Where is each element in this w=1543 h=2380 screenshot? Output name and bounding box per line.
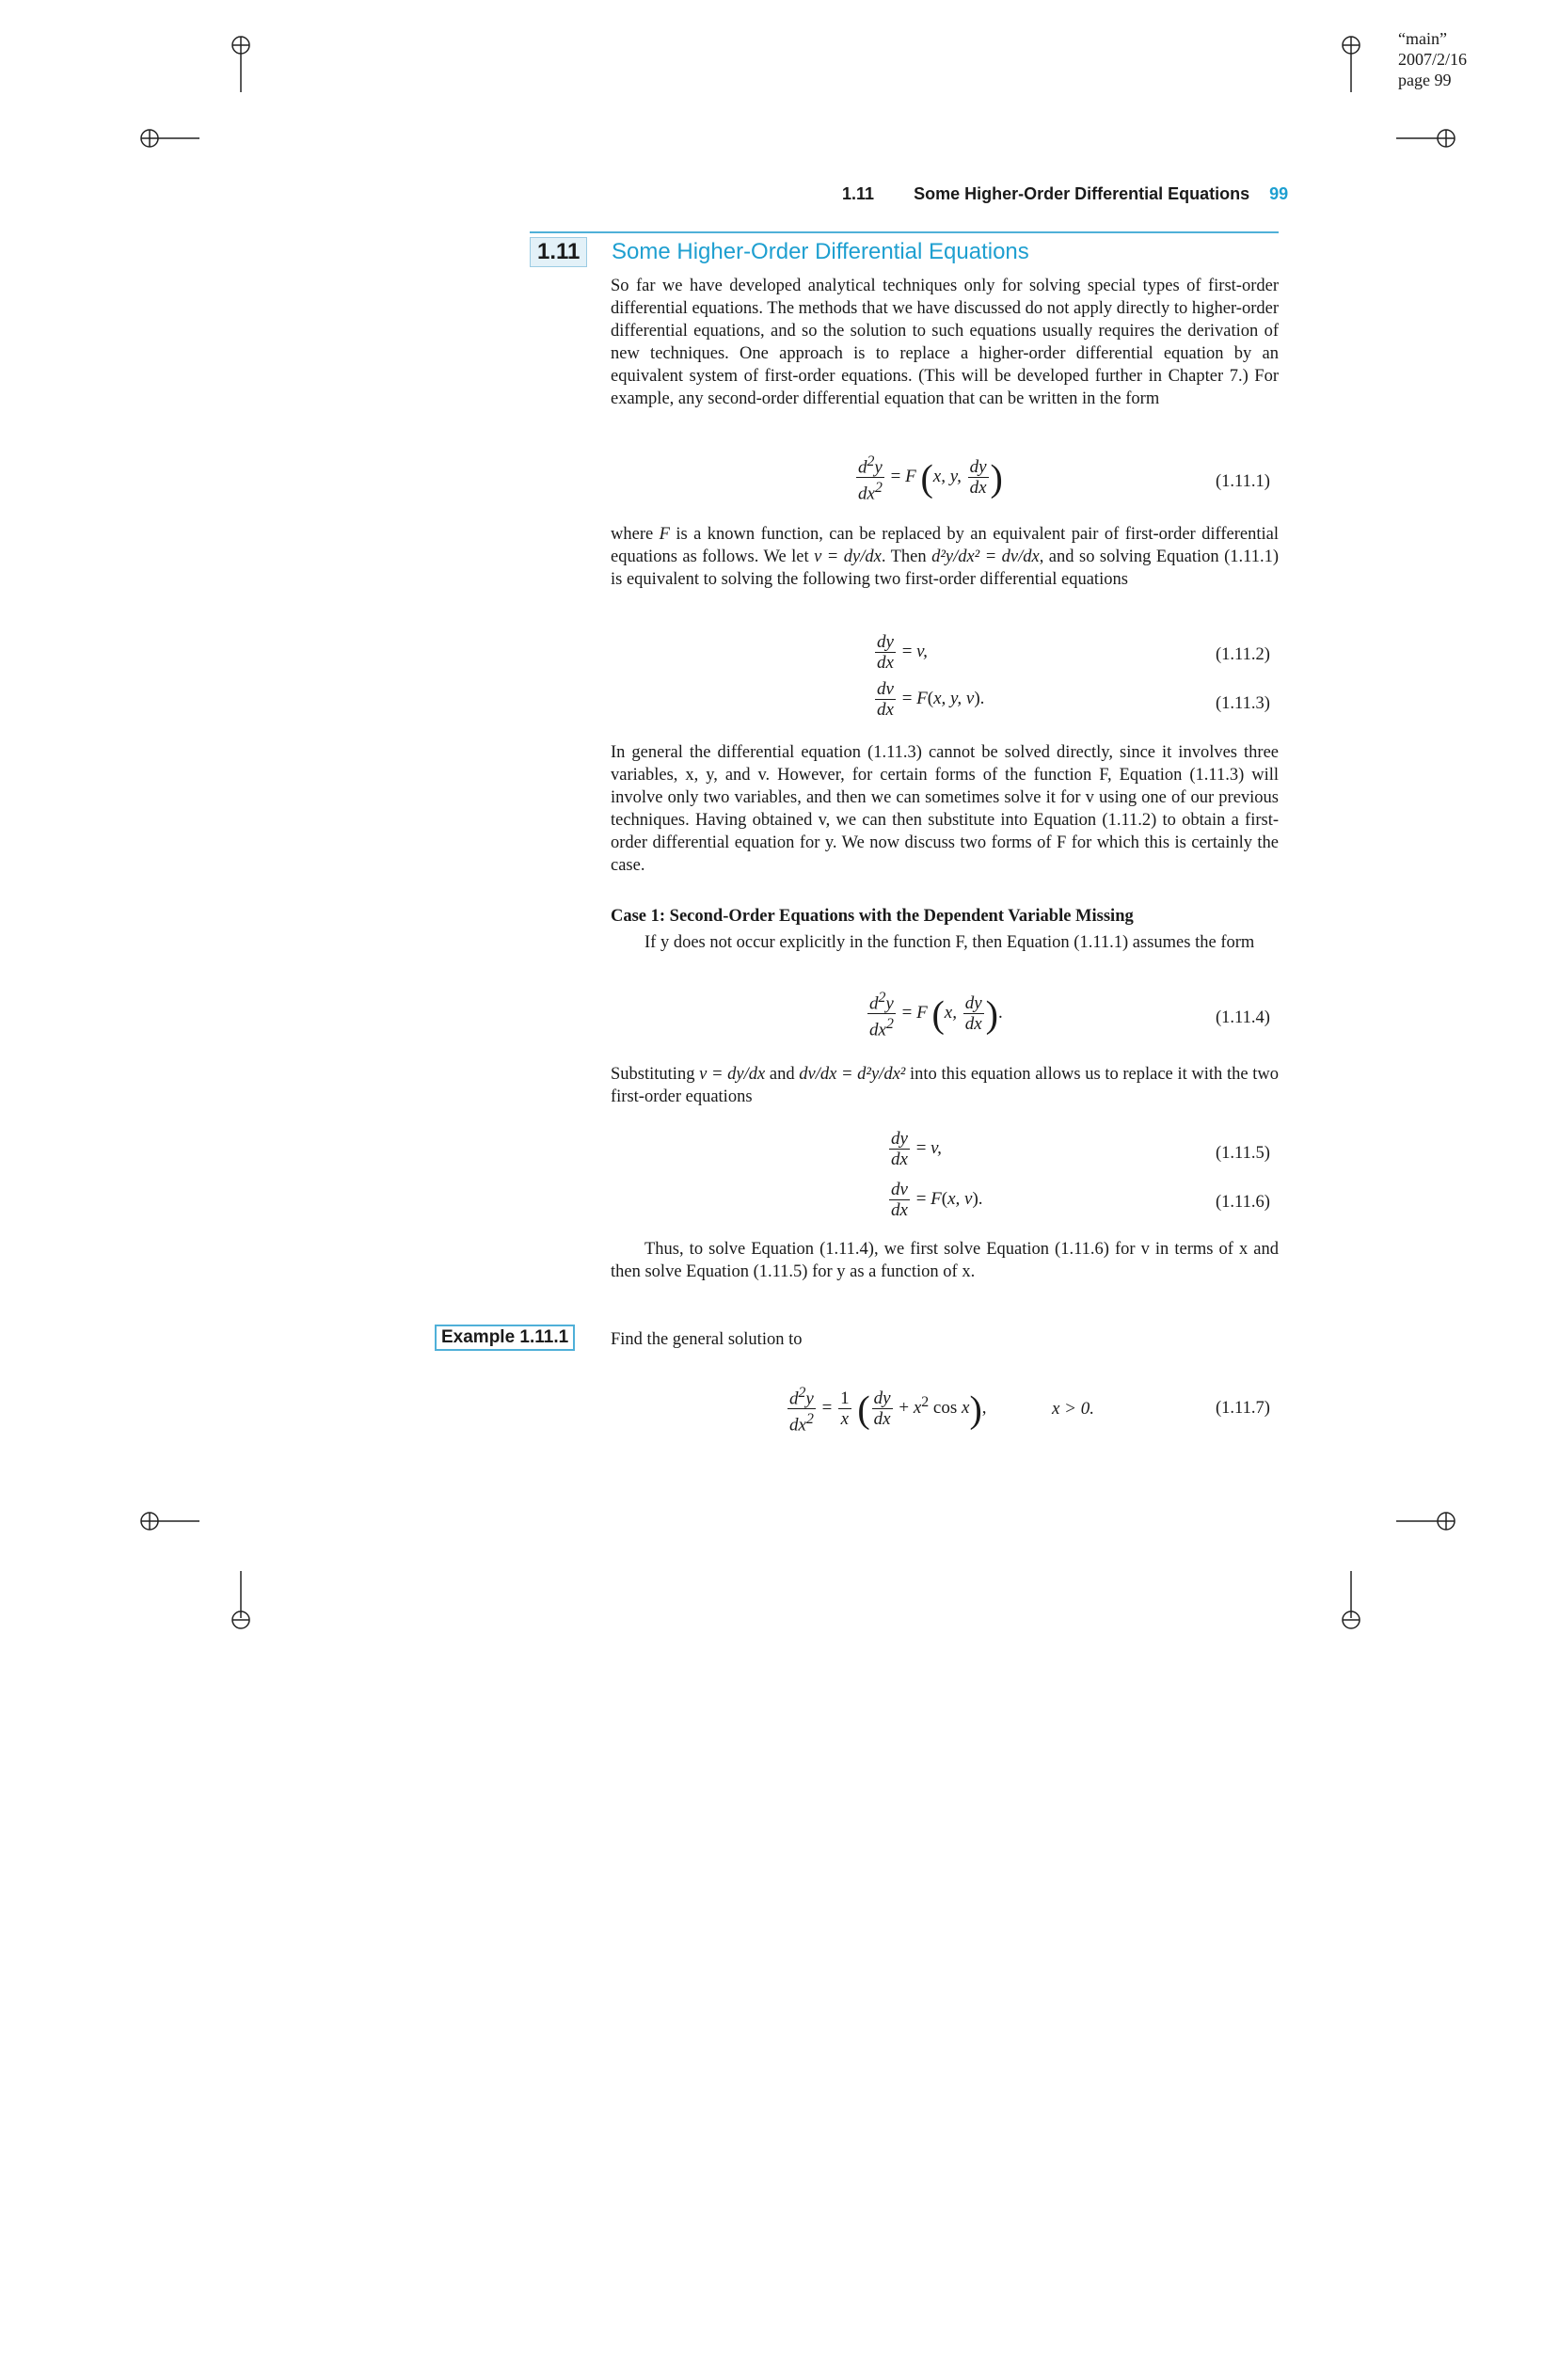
equation-1-11-6: $\frac{dv}{dx}$ = F(x, v). xyxy=(891,1180,983,1220)
para2-text-4: , and so solving Equation (1.11.1) is equivalent to solving the following two first-order differential equations xyxy=(611,547,1279,589)
para2-text-1: where xyxy=(611,525,660,544)
equation-1-11-1: $\frac{d^2y}{dx^2}$ = F (x, y, $\frac{dy}{dx}$ ) xyxy=(858,453,1003,504)
header-rule xyxy=(530,231,1279,233)
crop-mark-mid-left-lower xyxy=(135,1507,203,1535)
equation-1-11-7: $\frac{d^2y}{dx^2}$ = $\frac{1}{x}$ ( $\frac{dy}{dx}$ + $x^2$ cos x), xyxy=(789,1385,987,1436)
para5-substitution-1: v = dy/dx xyxy=(699,1065,766,1084)
equation-1-11-4: $\frac{d^2y}{dx^2}$ = F (x, $\frac{dy}{dx}$ ). xyxy=(869,990,1003,1040)
crop-mark-bottom-left xyxy=(222,1569,260,1637)
running-header-section: 1.11 xyxy=(842,184,875,203)
stamp-line-page: page 99 xyxy=(1398,71,1452,89)
equation-number-7: (1.11.7) xyxy=(1216,1399,1270,1418)
equation-number-1: (1.11.1) xyxy=(1216,472,1270,491)
intro-paragraph xyxy=(611,275,1279,410)
crop-mark-mid-right-upper xyxy=(1392,124,1460,152)
crop-mark-top-left xyxy=(222,28,260,96)
equation-1-11-2: $\frac{dy}{dx}$ = v, xyxy=(877,632,928,673)
paragraph-3 xyxy=(611,741,1279,877)
crop-mark-mid-right-lower xyxy=(1392,1507,1460,1535)
stamp-line-main: “main” xyxy=(1398,29,1447,48)
equation-number-6: (1.11.6) xyxy=(1216,1193,1270,1212)
equation-number-5: (1.11.5) xyxy=(1216,1144,1270,1163)
example-label: Example 1.11.1 xyxy=(435,1325,575,1351)
crop-mark-top-right xyxy=(1332,28,1370,96)
para6-text: Thus, to solve Equation (1.11.4), we first solve Equation (1.11.6) for v in terms of x and then solve Equation (1.11.5) for y as a function of x. xyxy=(611,1240,1279,1281)
equation-number-3: (1.11.3) xyxy=(1216,694,1270,713)
intro-text: So far we have developed analytical techniques only for solving special types of first-order differential equations. The methods that we have discussed do not apply directly to higher-order differential equations, and so the solution to such equations usually requires the derivation of new techniques. One approach is to replace a higher-order differential equation by an equivalent system of first-order equations. (This will be developed further in Chapter 7.) For example, any second-order differential equation that can be written in the form xyxy=(611,277,1279,408)
case-1-paragraph xyxy=(611,931,1279,954)
running-header-title: Some Higher-Order Differential Equations xyxy=(914,184,1250,203)
crop-mark-bottom-right xyxy=(1332,1569,1370,1637)
page-number: 99 xyxy=(1269,184,1289,203)
equation-1-11-5: $\frac{dy}{dx}$ = v, xyxy=(891,1129,942,1169)
case-1-heading: Case 1: Second-Order Equations with the Dependent Variable Missing xyxy=(611,907,1134,926)
para5-substitution-2: dv/dx = d²y/dx² xyxy=(799,1065,906,1084)
running-header xyxy=(842,184,1288,204)
example-text: Find the general solution to xyxy=(611,1330,803,1349)
crop-mark-mid-left-upper xyxy=(135,124,203,152)
paragraph-6 xyxy=(611,1238,1279,1283)
para2-substitution-1: v = dy/dx xyxy=(814,547,882,566)
case-1-text: If y does not occur explicitly in the function F, then Equation (1.11.1) assumes the form xyxy=(644,933,1255,952)
stamp-line-date: 2007/2/16 xyxy=(1398,50,1468,69)
paragraph-5 xyxy=(611,1063,1279,1108)
equation-number-2: (1.11.2) xyxy=(1216,645,1270,664)
para5-text-3: into this equation allows us to replace it with the two first-order equations xyxy=(611,1065,1279,1106)
equation-number-4: (1.11.4) xyxy=(1216,1008,1270,1027)
para5-text-2: and xyxy=(765,1065,800,1084)
equation-1-11-3: $\frac{dv}{dx}$ = F(x, y, v). xyxy=(877,679,985,720)
para5-text-1: Substituting xyxy=(611,1065,700,1084)
para2-substitution-2: d²y/dx² = dv/dx xyxy=(931,547,1040,566)
para3-text: In general the differential equation (1.11.3) cannot be solved directly, since it involves three variables, x, y, and v. However, for certain forms of the function F, Equation (1.11.3) will involve only two variables, and then we can sometimes solve it for v using one of our previous techniques. Having obtained v, we can then substitute into Equation (1.11.2) to obtain a first-order differential equation for y. We now discuss two forms of F for which this is certainly the case. xyxy=(611,743,1279,875)
draft-stamp xyxy=(1398,28,1467,90)
paragraph-2 xyxy=(611,523,1279,591)
para2-text-2: is a known function, can be replaced by an equivalent pair of first-order differential equations as follows. We let xyxy=(611,525,1279,566)
para2-F: F xyxy=(659,525,670,544)
section-number: 1.11 xyxy=(530,237,587,267)
para2-text-3: . Then xyxy=(881,547,932,566)
section-title: Some Higher-Order Differential Equations xyxy=(612,239,1029,264)
example-condition: x > 0. xyxy=(1052,1399,1095,1419)
